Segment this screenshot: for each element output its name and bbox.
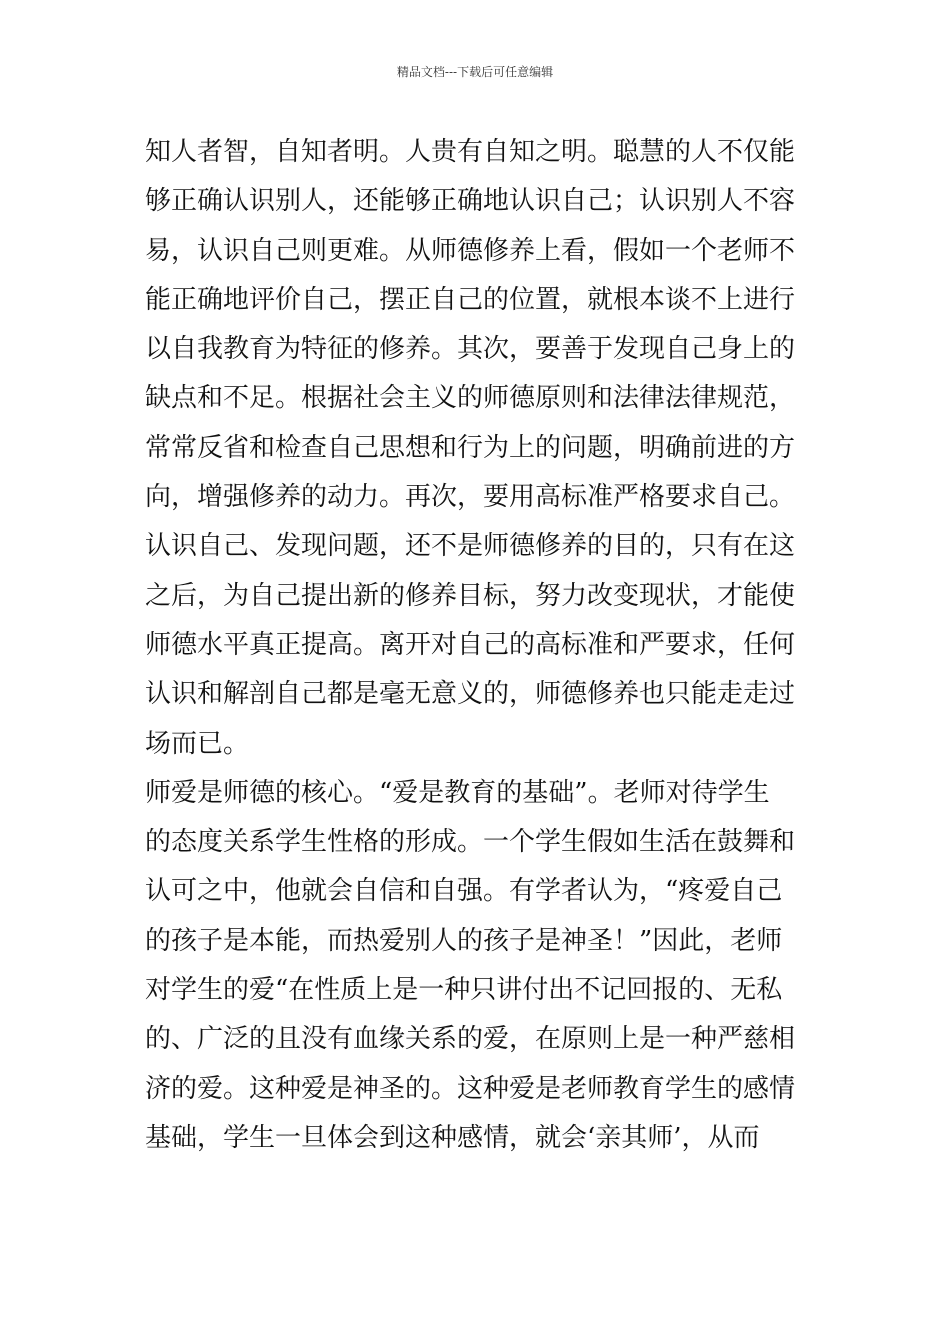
text-line: 的孩子是本能，而热爱别人的孩子是神圣！”因此，老师 (145, 925, 783, 956)
document-body (145, 128, 795, 1163)
text-line: 向，增强修养的动力。再次，要用高标准严格要求自己。 (145, 482, 795, 513)
text-line: 能正确地评价自己，摆正自己的位置，就根本谈不上进行 (145, 284, 795, 315)
text-line: 师爱是师德的核心。“爱是教育的基础”。老师对待学生 (145, 777, 770, 808)
text-line: 认识自己、发现问题，还不是师德修养的目的，只有在这 (145, 531, 795, 562)
text-line: 认可之中，他就会自信和自强。有学者认为，“疼爱自己 (145, 876, 783, 907)
text-line: 知人者智，自知者明。人贵有自知之明。聪慧的人不仅能 (145, 137, 795, 167)
page-header: 精品文档---下载后可任意编辑 (396, 65, 554, 79)
text-line: 的态度关系学生性格的形成。一个学生假如生活在鼓舞和 (145, 827, 795, 858)
text-line: 以自我教育为特征的修养。其次，要善于发现自己身上的 (145, 334, 795, 365)
text-line: 缺点和不足。根据社会主义的师德原则和法律法律规范， (145, 383, 795, 414)
text-line: 的、广泛的且没有血缘关系的爱，在原则上是一种严慈相 (145, 1024, 795, 1055)
text-line: 对学生的爱“在性质上是一种只讲付出不记回报的、无私 (145, 975, 783, 1006)
text-line: 之后，为自己提出新的修养目标，努力改变现状，才能使 (145, 580, 795, 611)
paragraph-self-knowledge (145, 128, 795, 769)
text-line: 基础，学生一旦体会到这种感情，就会‘亲其师’，从而 (145, 1122, 760, 1153)
text-line: 认识和解剖自己都是毫无意义的，师德修养也只能走走过 (145, 679, 795, 710)
text-line: 易，认识自己则更难。从师德修养上看，假如一个老师不 (145, 235, 795, 266)
paragraph-teacher-love (145, 769, 795, 1163)
text-line: 场而已。 (145, 728, 250, 759)
text-line: 师德水平真正提高。离开对自己的高标准和严要求，任何 (145, 629, 795, 660)
text-line: 常常反省和检查自己思想和行为上的问题，明确前进的方 (145, 432, 795, 463)
text-line: 济的爱。这种爱是神圣的。这种爱是老师教育学生的感情 (145, 1073, 795, 1104)
text-line: 够正确认识别人，还能够正确地认识自己；认识别人不容 (145, 186, 795, 217)
